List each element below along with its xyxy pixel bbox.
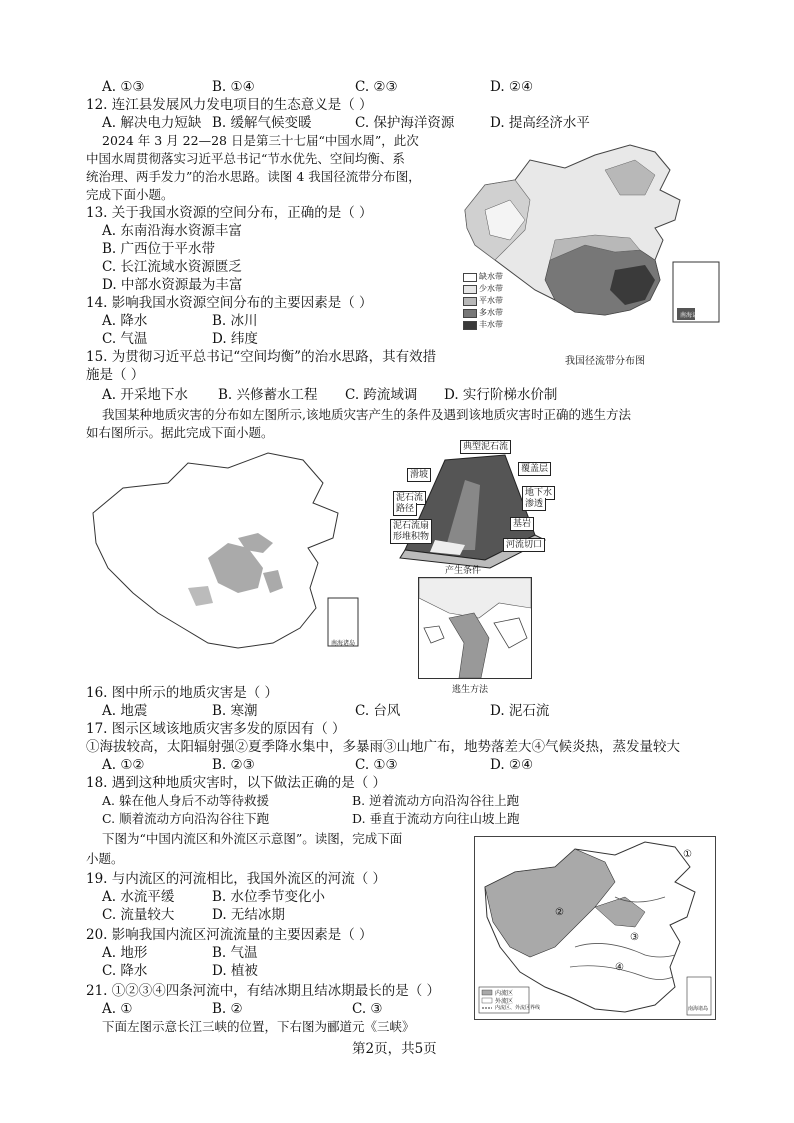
q20-option-d: D. 植被 xyxy=(212,963,258,979)
q17-option-b: B. ②③ xyxy=(212,757,255,773)
label-landslide: 滑坡 xyxy=(407,468,431,482)
intro2-line2: 如右图所示。据此完成下面小题。 xyxy=(86,425,274,440)
intro4-line: 下面左图示意长江三峡的位置，下右图为郦道元《三峡》 xyxy=(102,1019,415,1034)
page-footer: 第2页，共5页 xyxy=(352,1041,437,1057)
q17-statements: ①海拔较高，太阳辐射强②夏季降水集中，多暴雨③山地广布，地势落差大④气候炎热，蒸发量较大 xyxy=(86,739,680,755)
legend-label-2: 少水带 xyxy=(479,284,503,293)
river-mark-1: ① xyxy=(683,849,692,860)
q18-option-d: D. 垂直于流动方向往山坡上跑 xyxy=(352,811,520,826)
q19-option-b: B. 水位季节变化小 xyxy=(212,889,326,905)
q12-stem: 12. 连江县发展风力发电项目的生态意义是（ ） xyxy=(86,97,373,113)
q17-option-d: D. ②④ xyxy=(490,757,534,773)
inland-outflow-map xyxy=(474,836,716,1020)
q14-option-d: D. 纬度 xyxy=(212,331,258,347)
intro1-line1: 2024 年 3 月 22—28 日是第三十七届“中国水周”，此次 xyxy=(102,133,419,148)
intro3-line2: 小题。 xyxy=(86,851,124,866)
intro1-line2: 中国水周贯彻落实习近平总书记“节水优先、空间均衡、系 xyxy=(86,151,405,166)
q18-option-a: A. 躲在他人身后不动等待救援 xyxy=(102,793,269,808)
conditions-caption: 产生条件 xyxy=(445,566,482,576)
label-bedrock: 基岩 xyxy=(510,517,534,531)
q20-option-c: C. 降水 xyxy=(102,963,148,979)
q15-option-a: A. 开采地下水 xyxy=(102,387,188,403)
map3-legend-outflow: 外流区 xyxy=(495,998,514,1005)
q12-option-c: C. 保护海洋资源 xyxy=(355,115,455,131)
q15-option-c: C. 跨流域调 xyxy=(345,387,418,403)
escape-method-diagram xyxy=(418,577,532,679)
q11-option-b: B. ①④ xyxy=(212,79,255,95)
q20-stem: 20. 影响我国内流区河流流量的主要因素是（ ） xyxy=(86,927,373,943)
label-debris-path: 泥石流 xyxy=(393,491,426,505)
label-debris-fan-2: 形堆积物 xyxy=(390,531,432,544)
q21-option-b: B. ② xyxy=(212,1001,243,1017)
label-groundwater: 地下水 xyxy=(522,486,555,500)
map3-inset-label: 南海诸岛 xyxy=(688,1006,709,1012)
river-mark-4: ④ xyxy=(615,962,624,973)
q17-option-c: C. ①③ xyxy=(355,757,398,773)
q13-option-b: B. 广西位于平水带 xyxy=(102,241,216,257)
q11-option-c: C. ②③ xyxy=(355,79,398,95)
label-debris-fan: 泥石流扇 xyxy=(390,519,432,533)
debris-flow-conditions-diagram xyxy=(385,440,555,570)
q11-option-a: A. ①③ xyxy=(102,79,145,95)
debris-flow-distribution-map xyxy=(88,448,378,658)
label-debris-path-2: 路径 xyxy=(393,503,417,516)
legend-swatch-3 xyxy=(463,297,477,306)
q21-stem: 21. ①②③④四条河流中，有结冰期且结冰期最长的是（ ） xyxy=(86,983,441,999)
q16-option-c: C. 台风 xyxy=(355,703,401,719)
q15-stem-line1: 15. 为贯彻习近平总书记“空间均衡”的治水思路，其有效措 xyxy=(86,349,437,365)
river-mark-2: ② xyxy=(555,907,564,918)
q18-option-b: B. 逆着流动方向沿沟谷往上跑 xyxy=(352,793,520,808)
q14-option-c: C. 气温 xyxy=(102,331,148,347)
intro2-line1: 我国某种地质灾害的分布如左图所示,该地质灾害产生的条件及遇到该地质灾害时正确的逃生方法 xyxy=(102,407,631,422)
legend-label-5: 丰水带 xyxy=(479,320,503,329)
q18-option-c: C. 顺着流动方向沿沟谷往下跑 xyxy=(102,811,270,826)
q21-option-c: C. ③ xyxy=(352,1001,383,1017)
label-river-cut: 河流切口 xyxy=(503,538,545,552)
q17-option-a: A. ①② xyxy=(102,757,145,773)
q13-option-c: C. 长江流域水资源匮乏 xyxy=(102,259,242,275)
q13-option-a: A. 东南沿海水资源丰富 xyxy=(102,223,242,239)
label-typical-debris-flow: 典型泥石流 xyxy=(460,440,511,454)
legend-swatch-5 xyxy=(463,321,477,330)
q16-option-b: B. 寒潮 xyxy=(212,703,258,719)
runoff-zone-map xyxy=(455,140,725,340)
legend-swatch-4 xyxy=(463,309,477,318)
legend-label-3: 平水带 xyxy=(479,296,503,305)
legend-swatch-1 xyxy=(463,273,477,282)
q12-option-b: B. 缓解气候变暖 xyxy=(212,115,312,131)
inset-label: 南海诸岛 xyxy=(680,312,705,319)
q15-stem-line2: 施是（ ） xyxy=(86,367,145,383)
legend-label-4: 多水带 xyxy=(479,308,503,317)
q21-option-a: A. ① xyxy=(102,1001,133,1017)
q19-stem: 19. 与内流区的河流相比，我国外流区的河流（ ） xyxy=(86,871,387,887)
q20-option-b: B. 气温 xyxy=(212,945,258,961)
q19-option-d: D. 无结冰期 xyxy=(212,907,285,923)
intro3-line1: 下图为“中国内流区和外流区示意图”。读图，完成下面 xyxy=(102,831,403,846)
q14-stem: 14. 影响我国水资源空间分布的主要因素是（ ） xyxy=(86,295,373,311)
map3-legend-boundary: 内流区、外流区界线 xyxy=(495,1005,541,1011)
runoff-map-caption: 我国径流带分布图 xyxy=(565,356,645,367)
label-seepage: 渗透 xyxy=(522,498,546,511)
map3-legend-inland: 内流区 xyxy=(495,990,514,997)
q15-option-b: B. 兴修蓄水工程 xyxy=(218,387,318,403)
q18-stem: 18. 遇到这种地质灾害时，以下做法正确的是（ ） xyxy=(86,775,387,791)
intro1-line4: 完成下面小题。 xyxy=(86,187,174,202)
legend-label-1: 缺水带 xyxy=(479,272,503,281)
river-mark-3: ③ xyxy=(630,932,639,943)
q16-stem: 16. 图中所示的地质灾害是（ ） xyxy=(86,685,279,701)
q16-option-d: D. 泥石流 xyxy=(490,703,550,719)
q16-option-a: A. 地震 xyxy=(102,703,148,719)
distribution-inset-label: 南海诸岛 xyxy=(331,640,356,647)
q19-option-c: C. 流量较大 xyxy=(102,907,175,923)
q11-option-d: D. ②④ xyxy=(490,79,534,95)
q13-stem: 13. 关于我国水资源的空间分布，正确的是（ ） xyxy=(86,205,373,221)
q12-option-d: D. 提高经济水平 xyxy=(490,115,590,131)
q14-option-a: A. 降水 xyxy=(102,313,148,329)
label-cover-layer: 覆盖层 xyxy=(518,462,551,476)
legend-swatch-2 xyxy=(463,285,477,294)
q14-option-b: B. 冰川 xyxy=(212,313,258,329)
intro1-line3: 统治理、两手发力”的治水思路。读图 4 我国径流带分布图， xyxy=(86,169,421,184)
q15-option-d: D. 实行阶梯水价制 xyxy=(444,387,558,403)
q12-option-a: A. 解决电力短缺 xyxy=(102,115,202,131)
q19-option-a: A. 水流平缓 xyxy=(102,889,175,905)
q13-option-d: D. 中部水资源最为丰富 xyxy=(102,277,243,293)
q17-stem: 17. 图示区域该地质灾害多发的原因有（ ） xyxy=(86,721,346,737)
q20-option-a: A. 地形 xyxy=(102,945,148,961)
escape-caption: 逃生方法 xyxy=(452,685,489,695)
